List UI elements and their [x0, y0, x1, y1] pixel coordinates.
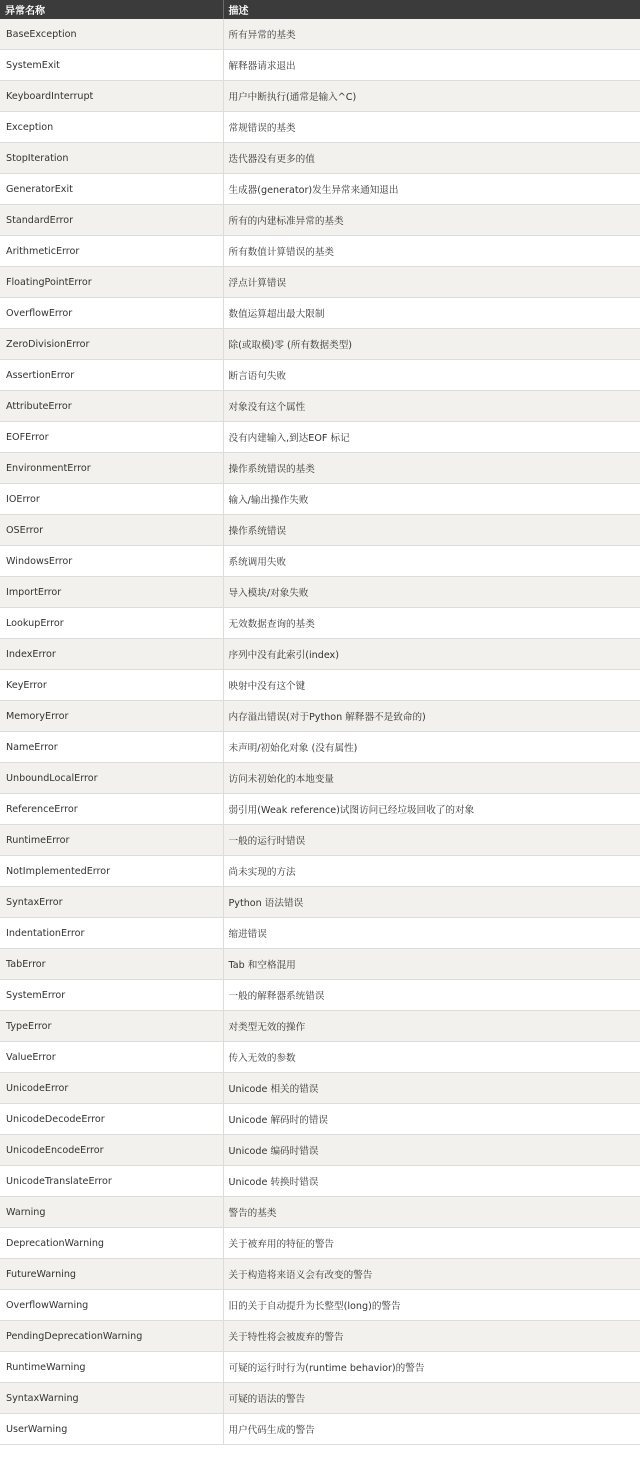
header-exception-name: 异常名称	[0, 0, 223, 19]
table-row	[0, 236, 640, 267]
exception-name-cell: UnicodeTranslateError	[0, 1166, 223, 1197]
exception-name-cell: IndentationError	[0, 918, 223, 949]
table-row	[0, 701, 640, 732]
table-row	[0, 1166, 640, 1197]
table-row	[0, 422, 640, 453]
table-row	[0, 887, 640, 918]
description-cell: 操作系统错误	[223, 515, 640, 546]
table-row	[0, 453, 640, 484]
description-cell: Python 语法错误	[223, 887, 640, 918]
exception-name-cell: LookupError	[0, 608, 223, 639]
description-cell: 用户中断执行(通常是输入^C)	[223, 81, 640, 112]
exception-name-cell: ReferenceError	[0, 794, 223, 825]
exception-name-cell: TypeError	[0, 1011, 223, 1042]
description-cell: 用户代码生成的警告	[223, 1414, 640, 1445]
exception-name-cell: IOError	[0, 484, 223, 515]
exception-name-cell: StandardError	[0, 205, 223, 236]
description-cell: 所有异常的基类	[223, 19, 640, 50]
description-cell: 对象没有这个属性	[223, 391, 640, 422]
header-row	[0, 0, 640, 19]
exception-name-cell: ValueError	[0, 1042, 223, 1073]
table-row	[0, 515, 640, 546]
exception-name-cell: SystemError	[0, 980, 223, 1011]
description-cell: 访问未初始化的本地变量	[223, 763, 640, 794]
table-row	[0, 174, 640, 205]
exception-name-cell: SystemExit	[0, 50, 223, 81]
exception-name-cell: NameError	[0, 732, 223, 763]
description-cell: 映射中没有这个键	[223, 670, 640, 701]
description-cell: 警告的基类	[223, 1197, 640, 1228]
exception-name-cell: IndexError	[0, 639, 223, 670]
exception-name-cell: WindowsError	[0, 546, 223, 577]
exception-name-cell: EOFError	[0, 422, 223, 453]
table-row	[0, 856, 640, 887]
table-row	[0, 1290, 640, 1321]
exception-name-cell: NotImplementedError	[0, 856, 223, 887]
description-cell: 无效数据查询的基类	[223, 608, 640, 639]
description-cell: 可疑的语法的警告	[223, 1383, 640, 1414]
exception-name-cell: PendingDeprecationWarning	[0, 1321, 223, 1352]
exception-name-cell: KeyError	[0, 670, 223, 701]
exception-name-cell: Warning	[0, 1197, 223, 1228]
description-cell: 内存溢出错误(对于Python 解释器不是致命的)	[223, 701, 640, 732]
exception-name-cell: ArithmeticError	[0, 236, 223, 267]
description-cell: 传入无效的参数	[223, 1042, 640, 1073]
table-row	[0, 1042, 640, 1073]
description-cell: Unicode 编码时错误	[223, 1135, 640, 1166]
description-cell: 迭代器没有更多的值	[223, 143, 640, 174]
description-cell: 一般的解释器系统错误	[223, 980, 640, 1011]
table-row	[0, 1228, 640, 1259]
exception-name-cell: UnicodeDecodeError	[0, 1104, 223, 1135]
description-cell: Unicode 解码时的错误	[223, 1104, 640, 1135]
exception-name-cell: Exception	[0, 112, 223, 143]
table-row	[0, 205, 640, 236]
exception-name-cell: KeyboardInterrupt	[0, 81, 223, 112]
description-cell: 导入模块/对象失败	[223, 577, 640, 608]
exception-name-cell: UnicodeError	[0, 1073, 223, 1104]
exception-name-cell: EnvironmentError	[0, 453, 223, 484]
table-row	[0, 1259, 640, 1290]
table-row	[0, 1414, 640, 1445]
table-row	[0, 484, 640, 515]
description-cell: 弱引用(Weak reference)试图访问已经垃圾回收了的对象	[223, 794, 640, 825]
table-row	[0, 639, 640, 670]
table-row	[0, 267, 640, 298]
description-cell: 一般的运行时错误	[223, 825, 640, 856]
exception-name-cell: OSError	[0, 515, 223, 546]
table-row	[0, 112, 640, 143]
table-header	[0, 0, 640, 19]
table-row	[0, 949, 640, 980]
table-row	[0, 794, 640, 825]
table-row	[0, 1383, 640, 1414]
description-cell: 关于特性将会被废弃的警告	[223, 1321, 640, 1352]
exception-name-cell: GeneratorExit	[0, 174, 223, 205]
exception-name-cell: SyntaxError	[0, 887, 223, 918]
exception-name-cell: SyntaxWarning	[0, 1383, 223, 1414]
exception-name-cell: OverflowWarning	[0, 1290, 223, 1321]
description-cell: 尚未实现的方法	[223, 856, 640, 887]
table-row	[0, 825, 640, 856]
exception-name-cell: FloatingPointError	[0, 267, 223, 298]
description-cell: 未声明/初始化对象 (没有属性)	[223, 732, 640, 763]
exception-name-cell: AttributeError	[0, 391, 223, 422]
description-cell: 所有数值计算错误的基类	[223, 236, 640, 267]
exception-name-cell: RuntimeError	[0, 825, 223, 856]
exception-name-cell: UnboundLocalError	[0, 763, 223, 794]
table-row	[0, 670, 640, 701]
table-row	[0, 298, 640, 329]
header-description: 描述	[223, 0, 640, 19]
description-cell: 所有的内建标准异常的基类	[223, 205, 640, 236]
table-row	[0, 391, 640, 422]
exception-name-cell: ZeroDivisionError	[0, 329, 223, 360]
description-cell: 断言语句失败	[223, 360, 640, 391]
description-cell: Unicode 相关的错误	[223, 1073, 640, 1104]
description-cell: 关于被弃用的特征的警告	[223, 1228, 640, 1259]
description-cell: 常规错误的基类	[223, 112, 640, 143]
table-row	[0, 732, 640, 763]
exception-name-cell: AssertionError	[0, 360, 223, 391]
table-row	[0, 1321, 640, 1352]
table-row	[0, 1352, 640, 1383]
table-row	[0, 763, 640, 794]
description-cell: 生成器(generator)发生异常来通知退出	[223, 174, 640, 205]
description-cell: 系统调用失败	[223, 546, 640, 577]
table-row	[0, 329, 640, 360]
description-cell: 浮点计算错误	[223, 267, 640, 298]
exception-name-cell: UnicodeEncodeError	[0, 1135, 223, 1166]
exception-name-cell: ImportError	[0, 577, 223, 608]
table-row	[0, 360, 640, 391]
table-row	[0, 1135, 640, 1166]
exception-name-cell: StopIteration	[0, 143, 223, 174]
description-cell: 可疑的运行时行为(runtime behavior)的警告	[223, 1352, 640, 1383]
exception-name-cell: OverflowError	[0, 298, 223, 329]
description-cell: 输入/输出操作失败	[223, 484, 640, 515]
description-cell: 旧的关于自动提升为长整型(long)的警告	[223, 1290, 640, 1321]
exception-name-cell: MemoryError	[0, 701, 223, 732]
table-row	[0, 918, 640, 949]
description-cell: 除(或取模)零 (所有数据类型)	[223, 329, 640, 360]
exception-name-cell: TabError	[0, 949, 223, 980]
table-row	[0, 577, 640, 608]
description-cell: 序列中没有此索引(index)	[223, 639, 640, 670]
table-row	[0, 980, 640, 1011]
table-row	[0, 1011, 640, 1042]
description-cell: 操作系统错误的基类	[223, 453, 640, 484]
description-cell: Unicode 转换时错误	[223, 1166, 640, 1197]
table-row	[0, 546, 640, 577]
table-row	[0, 81, 640, 112]
table-row	[0, 143, 640, 174]
description-cell: 对类型无效的操作	[223, 1011, 640, 1042]
table-row	[0, 50, 640, 81]
table-row	[0, 19, 640, 50]
description-cell: 数值运算超出最大限制	[223, 298, 640, 329]
table-body	[0, 19, 640, 1445]
table-row	[0, 1197, 640, 1228]
table-row	[0, 1073, 640, 1104]
description-cell: Tab 和空格混用	[223, 949, 640, 980]
exception-name-cell: BaseException	[0, 19, 223, 50]
exception-name-cell: FutureWarning	[0, 1259, 223, 1290]
exception-name-cell: UserWarning	[0, 1414, 223, 1445]
description-cell: 没有内建输入,到达EOF 标记	[223, 422, 640, 453]
description-cell: 解释器请求退出	[223, 50, 640, 81]
description-cell: 关于构造将来语义会有改变的警告	[223, 1259, 640, 1290]
description-cell: 缩进错误	[223, 918, 640, 949]
exception-name-cell: DeprecationWarning	[0, 1228, 223, 1259]
table-row	[0, 608, 640, 639]
table-row	[0, 1104, 640, 1135]
exception-name-cell: RuntimeWarning	[0, 1352, 223, 1383]
